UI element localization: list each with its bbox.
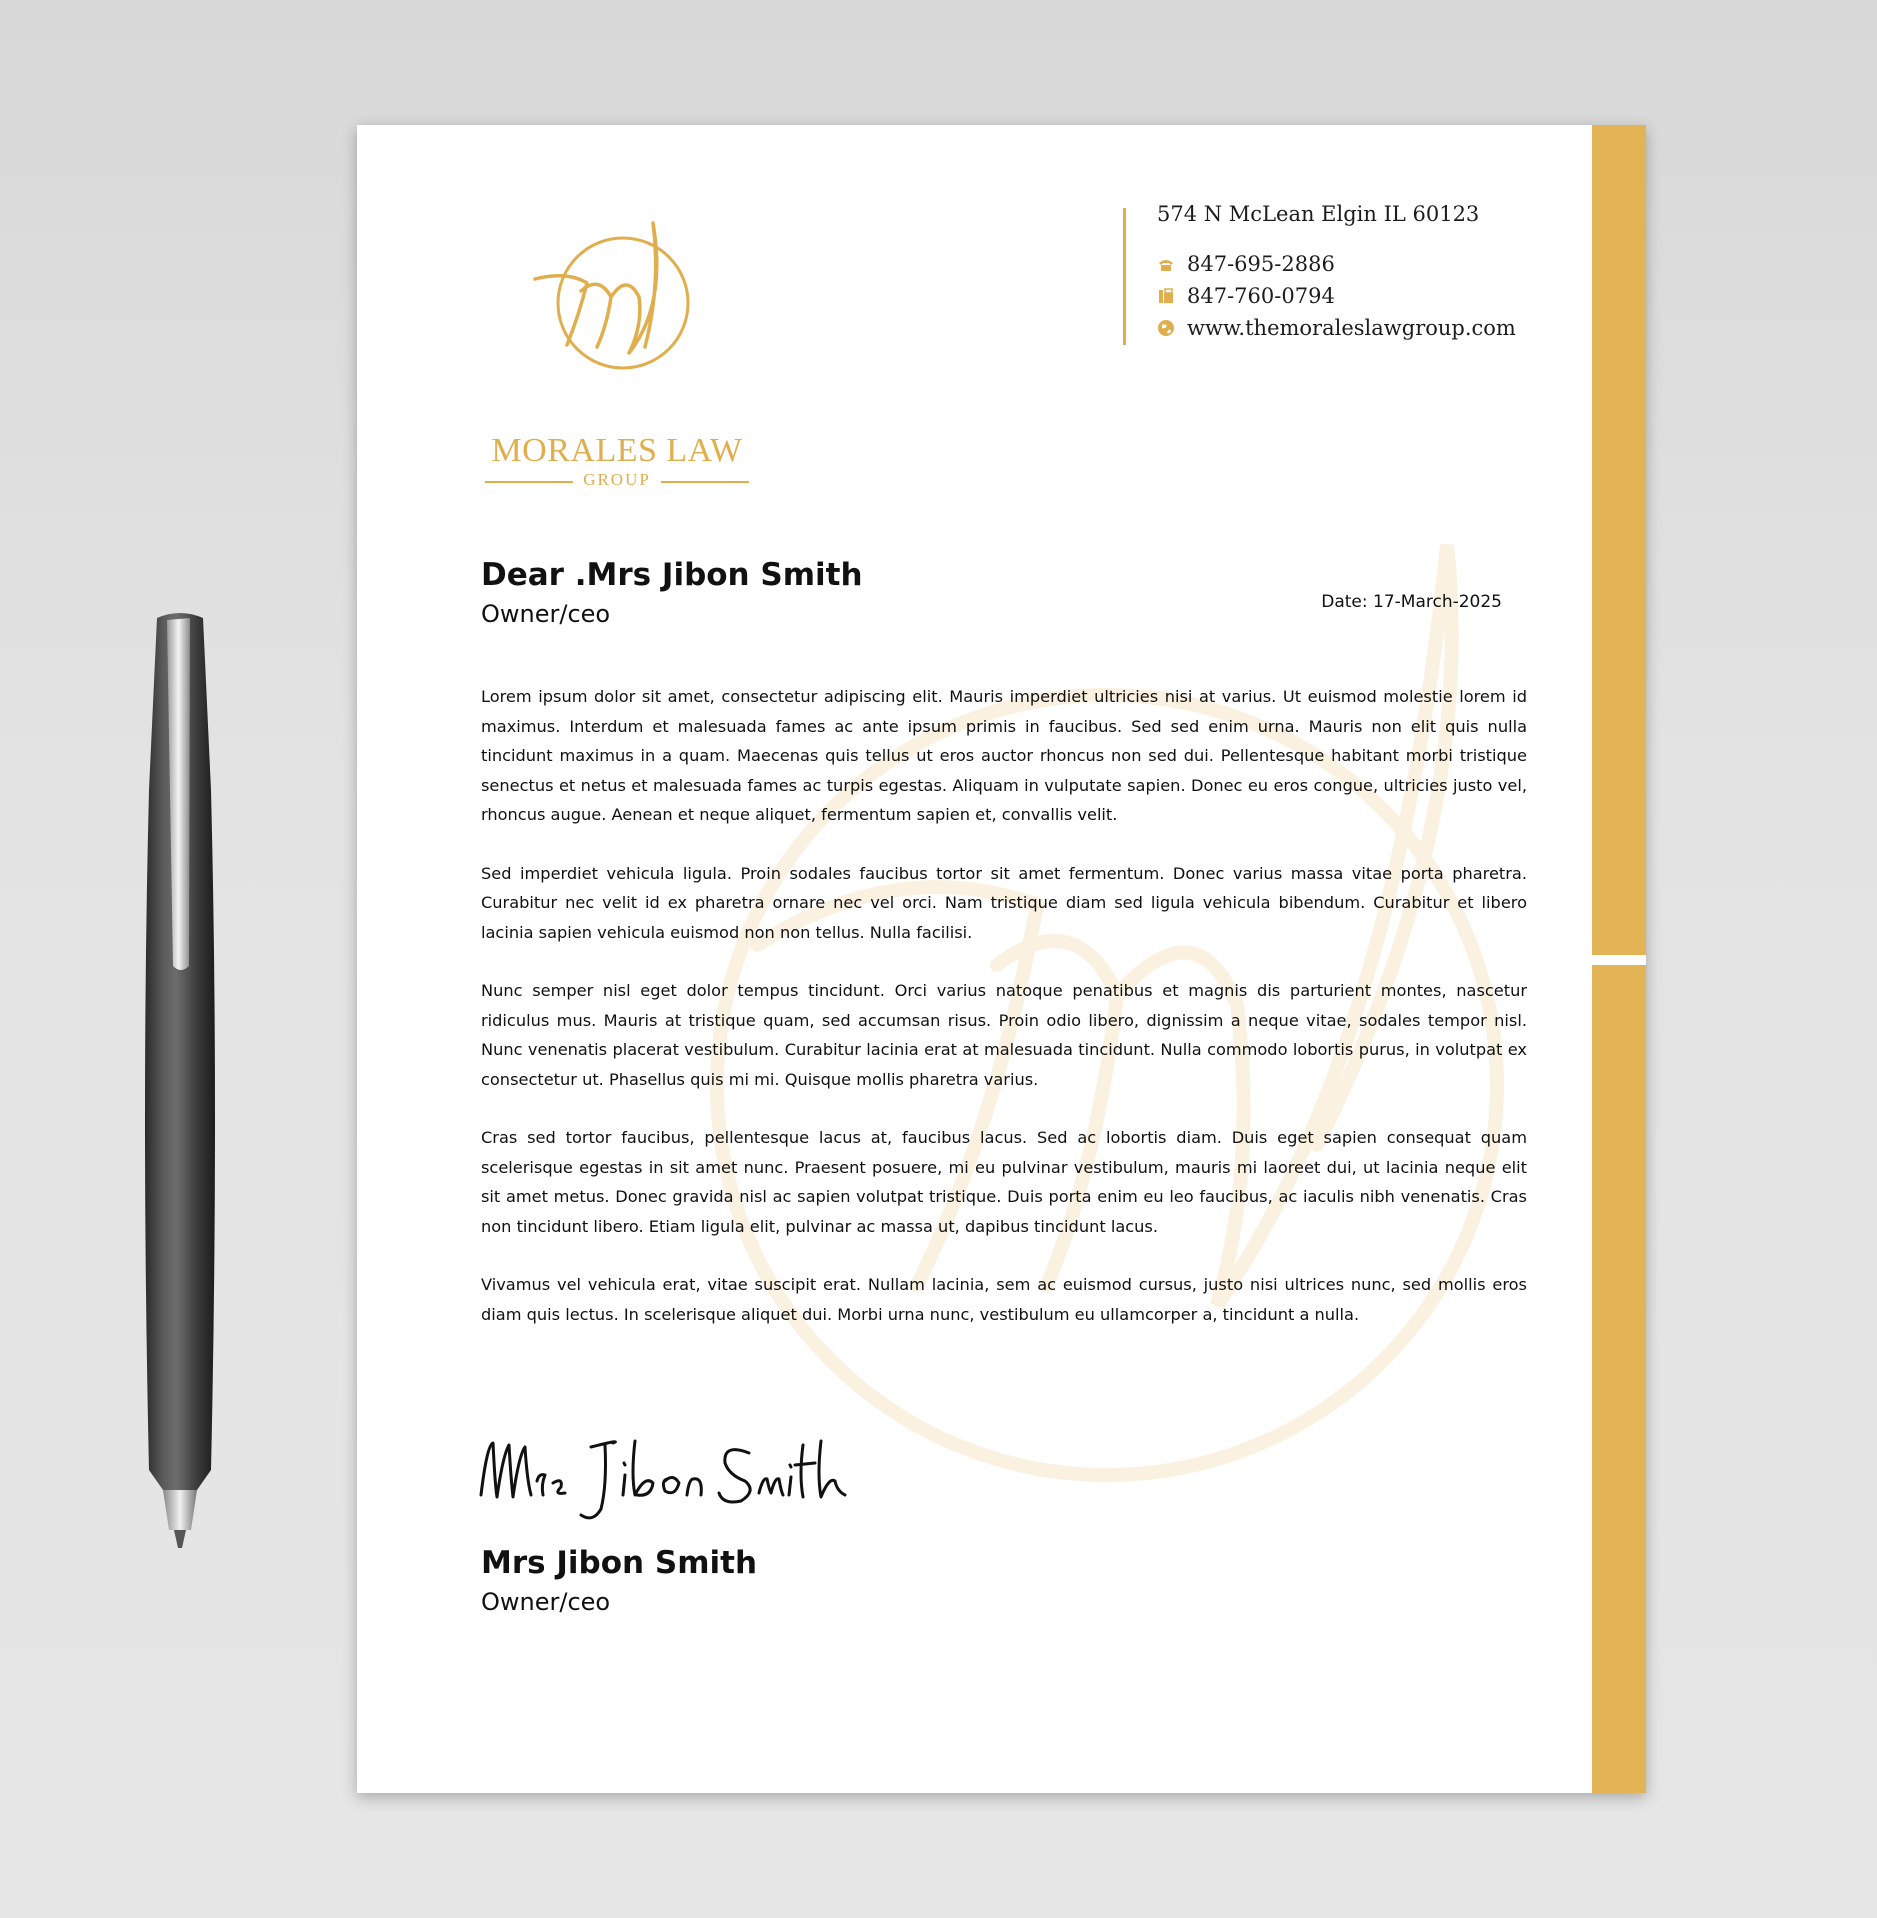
address: 574 N McLean Elgin IL 60123 bbox=[1157, 202, 1480, 226]
letter-body bbox=[481, 682, 1527, 1358]
recipient-name: Dear .Mrs Jibon Smith bbox=[481, 557, 863, 593]
pen bbox=[135, 610, 225, 1574]
signer-title: Owner/ceo bbox=[481, 1588, 611, 1616]
accent-bar bbox=[1592, 965, 1646, 1793]
signer-name: Mrs Jibon Smith bbox=[481, 1545, 758, 1581]
accent-bar bbox=[1592, 125, 1646, 955]
body-paragraph: Cras sed tortor faucibus, pellentesque lacus at, faucibus lacus. Sed ac lobortis diam. Duis eget sapien consequat quam scelerisque egestas in sit amet nunc. Praesent posuere, mi eu pulvinar vestibulum, mauris mi laoreet dui, ut lacinia neque elit sit amet metus. Donec gravida nisl ac sapien volutpat tristique. Duis porta enim eu leo faucibus, ac iaculis nibh venenatis. Cras non tincidunt libero. Etiam ligula elit, pulvinar ac massa ut, dapibus tincidunt lacus. bbox=[481, 1128, 1527, 1236]
website: www.themoraleslawgroup.com bbox=[1187, 316, 1516, 340]
letter-date: Date: 17-March-2025 bbox=[1321, 592, 1502, 612]
fax-icon bbox=[1157, 287, 1175, 305]
body-paragraph: Nunc semper nisl eget dolor tempus tincidunt. Orci varius natoque penatibus et magnis dis parturient montes, nascetur ridiculus mus. Mauris at tristique quam, sed accumsan risus. Proin odio libero, dignissim a neque vitae, sodales tempor nisl. Nunc venenatis placerat vestibulum. Curabitur lacinia erat at malesuada tincidunt. Nulla commodo lobortis purus, in volutpat ex consectetur ut. Phasellus quis mi mi. Quisque mollis pharetra varius. bbox=[481, 981, 1527, 1089]
body-paragraph: Vivamus vel vehicula erat, vitae suscipit erat. Nullam lacinia, sem ac euismod cursus, justo nisi ultrices nunc, sed mollis eros diam quis lectus. In scelerisque aliquet dui. Morbi urna nunc, vestibulum eu ullamcorper a, tincidunt a nulla. bbox=[481, 1275, 1527, 1324]
body-paragraph: Sed imperdiet vehicula ligula. Proin sodales faucibus tortor sit amet fermentum. Donec varius massa vitae porta pharetra. Curabitur nec velit id ex pharetra ornare nec vel orci. Nam tristique diam sed ligula vehicula bibendum. Curabitur et libero lacinia sapien vehicula euismod non non tellus. Nulla facilisi. bbox=[481, 863, 1527, 942]
handwritten-signature bbox=[473, 1425, 853, 1539]
logo-rule bbox=[661, 481, 749, 483]
fax-number: 847-760-0794 bbox=[1187, 284, 1335, 308]
contact-divider bbox=[1123, 208, 1126, 345]
globe-icon bbox=[1157, 319, 1175, 337]
body-paragraph: Lorem ipsum dolor sit amet, consectetur adipiscing elit. Mauris imperdiet ultricies nisi at varius. Ut euismod molestie lorem id maximus. Interdum et malesuada fames ac ante ipsum primis in faucibus. Sed sed enim urna. Mauris non elit quis nulla tincidunt maximus in a quam. Maecenas quis tellus ut eros auctor rhoncus non sed dui. Pellentesque habitant morbi tristique senectus et netus et malesuada fames ac turpis egestas. Aliquam in vulputate sapien. Donec eu eros congue, ultricies justo vel, rhoncus augue. Aenean et neque aliquet, fermentum sapien et, convallis velit. bbox=[481, 687, 1527, 824]
logo-name: MORALES LAW bbox=[491, 432, 743, 469]
logo-subtitle: GROUP bbox=[583, 470, 651, 489]
letterhead-paper bbox=[357, 125, 1646, 1793]
phone-number: 847-695-2886 bbox=[1187, 252, 1335, 276]
company-logo bbox=[477, 185, 757, 505]
recipient-title: Owner/ceo bbox=[481, 600, 611, 628]
phone-icon bbox=[1157, 255, 1175, 273]
